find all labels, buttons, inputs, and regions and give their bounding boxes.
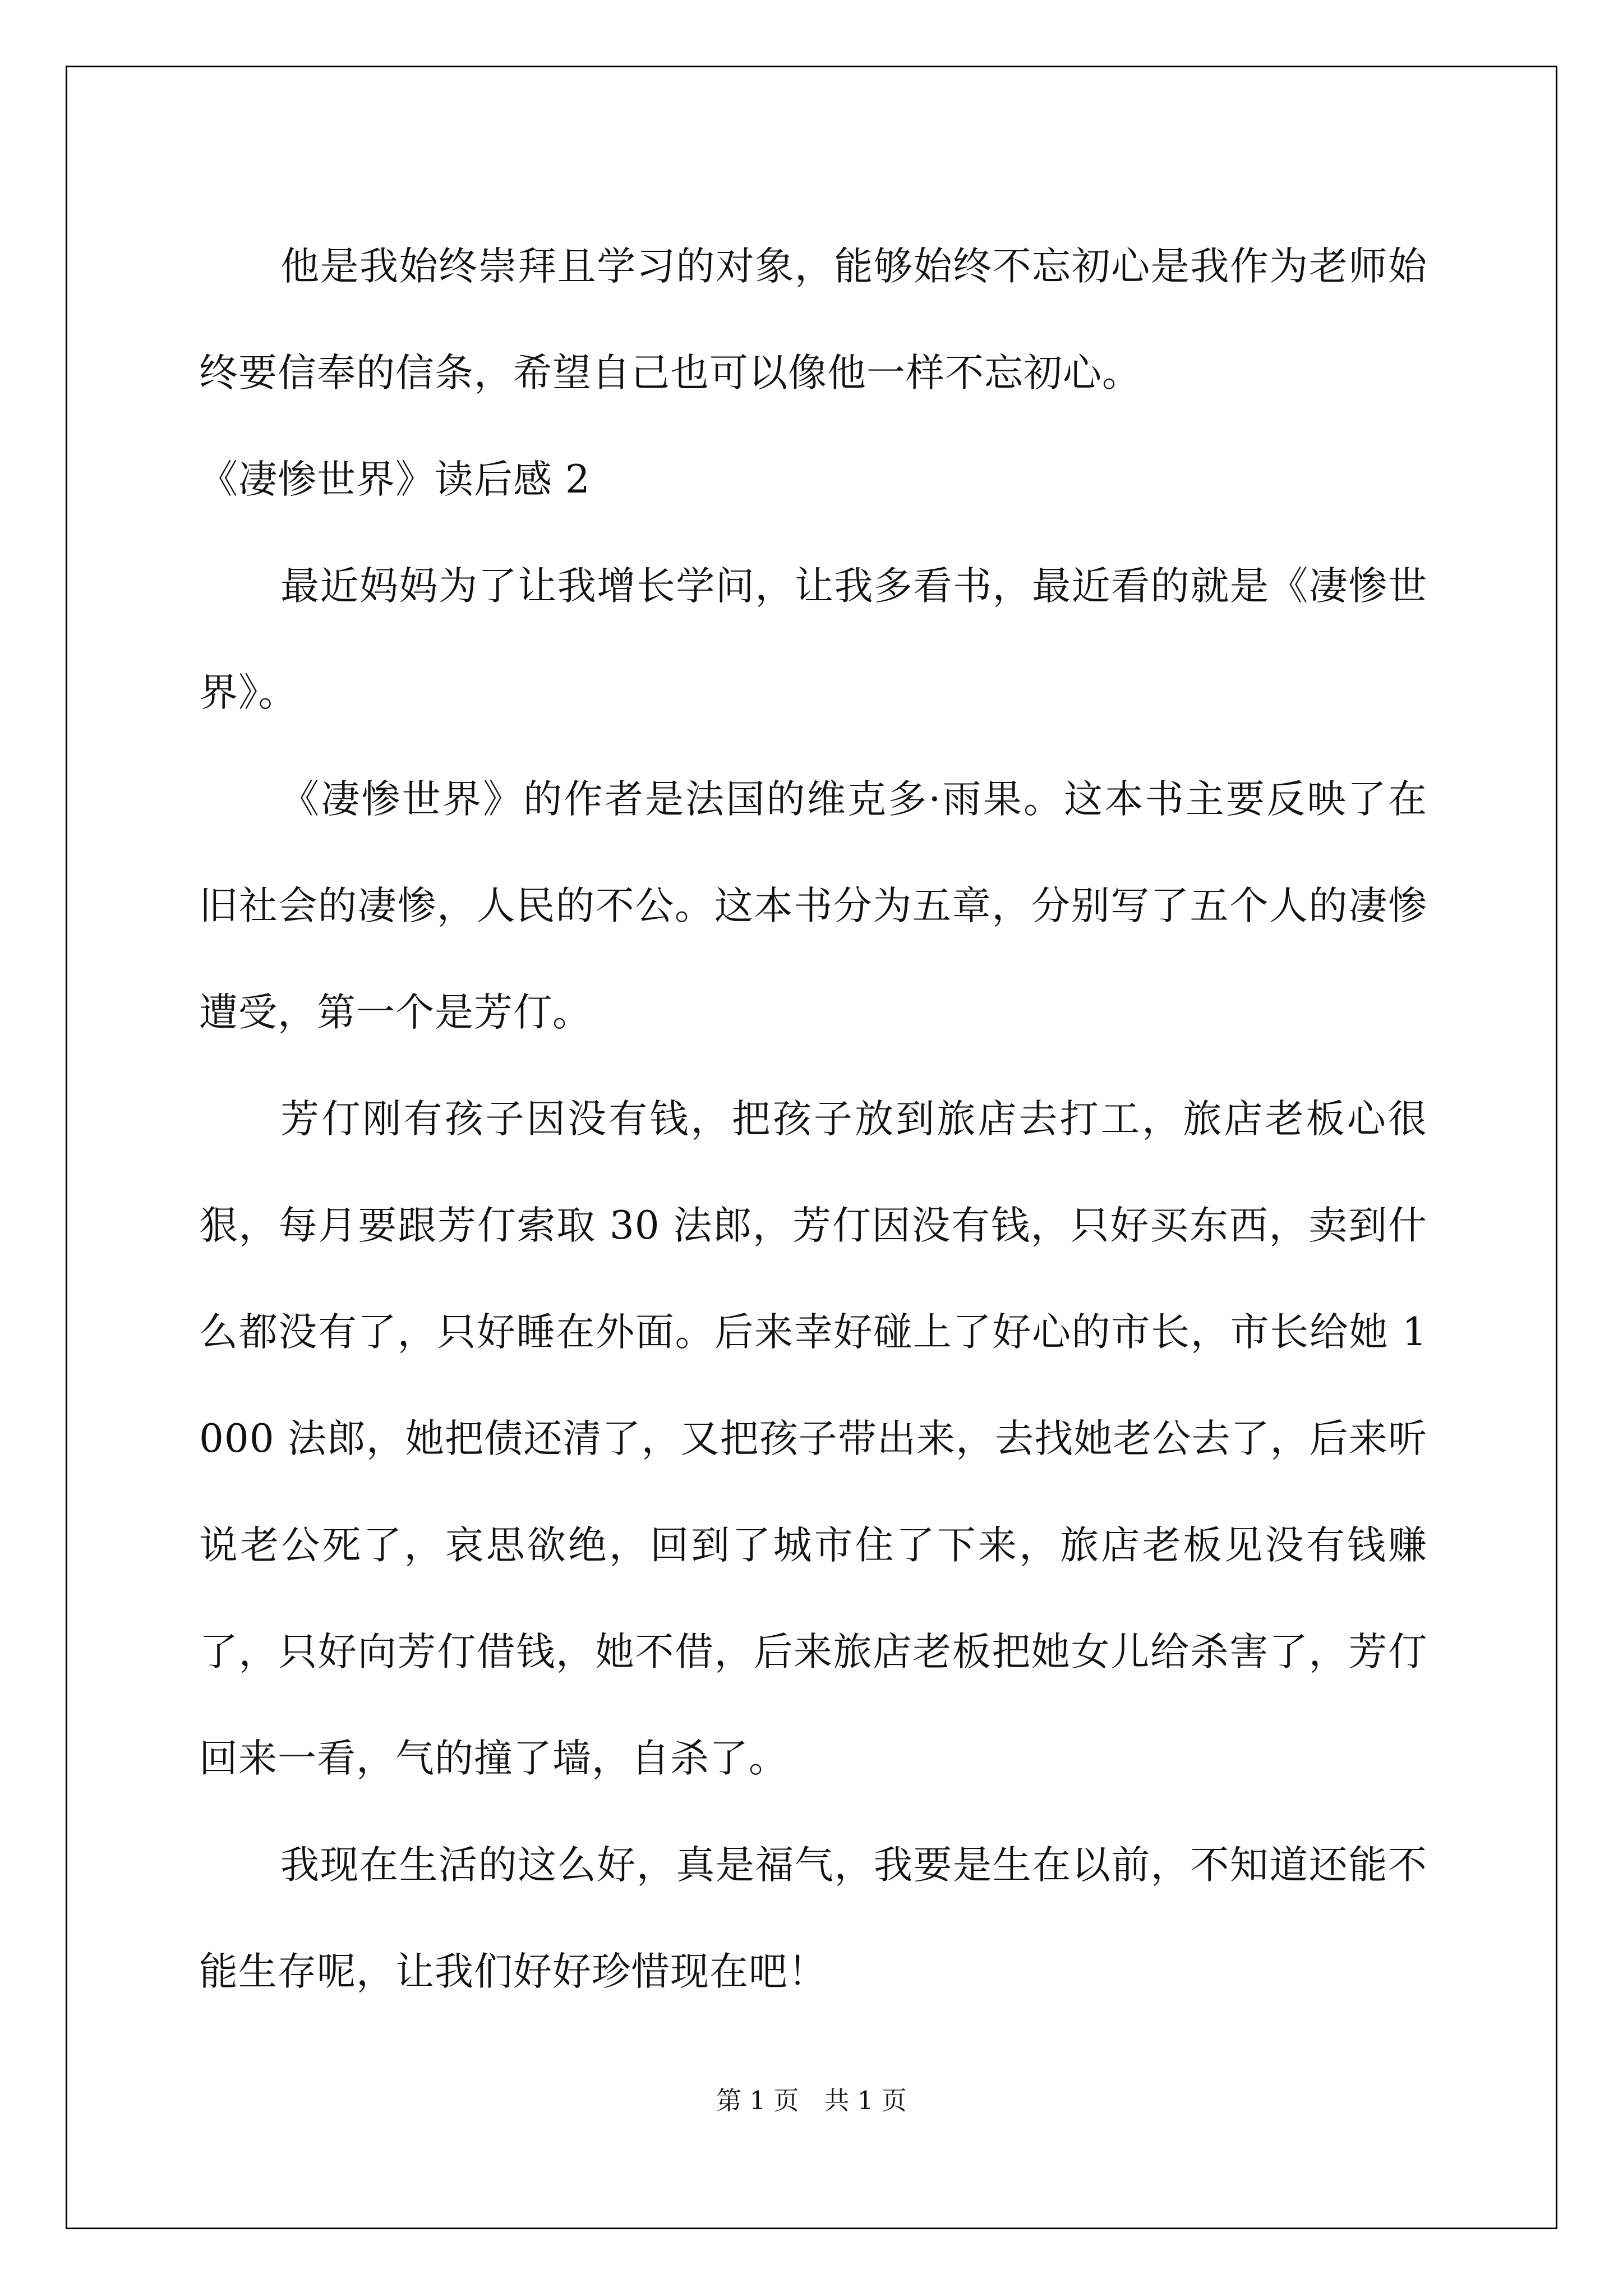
paragraph-3: 《凄惨世界》的作者是法国的维克多·雨果。这本书主要反映了在旧社会的凄惨，人民的不公。这本书分为五章，分别写了五个人的凄惨遭受，第一个是芳仃。 xyxy=(199,777,1427,1035)
section-heading: 《凄惨世界》读后感 2 xyxy=(199,457,591,502)
paragraph-4: 芳仃刚有孩子因没有钱，把孩子放到旅店去打工，旅店老板心很狠，每月要跟芳仃索取 30 法郎，芳仃因没有钱，只好买东西，卖到什么都没有了，只好睡在外面。后来幸好碰上了好心的市长，市长给她 1000 法郎，她把债还清了，又把孩子带出来，去找她老公去了，后来听说老公死了，哀思欲绝，回到了城市住了下来，旅店老板见没有钱赚了，只好向芳仃借钱，她不借，后来旅店老板把她女儿给杀害了，芳仃回来一看，气的撞了墙，自杀了。 xyxy=(199,1097,1427,1781)
paragraph-1: 他是我始终崇拜且学习的对象，能够始终不忘初心是我作为老师始终要信奉的信条，希望自己也可以像他一样不忘初心。 xyxy=(199,244,1427,395)
document-body xyxy=(199,213,1427,2025)
page-footer: 第 1 页 共 1 页 xyxy=(716,2086,907,2115)
paragraph-5: 我现在生活的这么好，真是福气，我要是生在以前，不知道还能不能生存呢，让我们好好珍惜现在吧！ xyxy=(199,1843,1427,1994)
paragraph-2: 最近妈妈为了让我增长学问，让我多看书，最近看的就是《凄惨世界》。 xyxy=(199,564,1427,715)
